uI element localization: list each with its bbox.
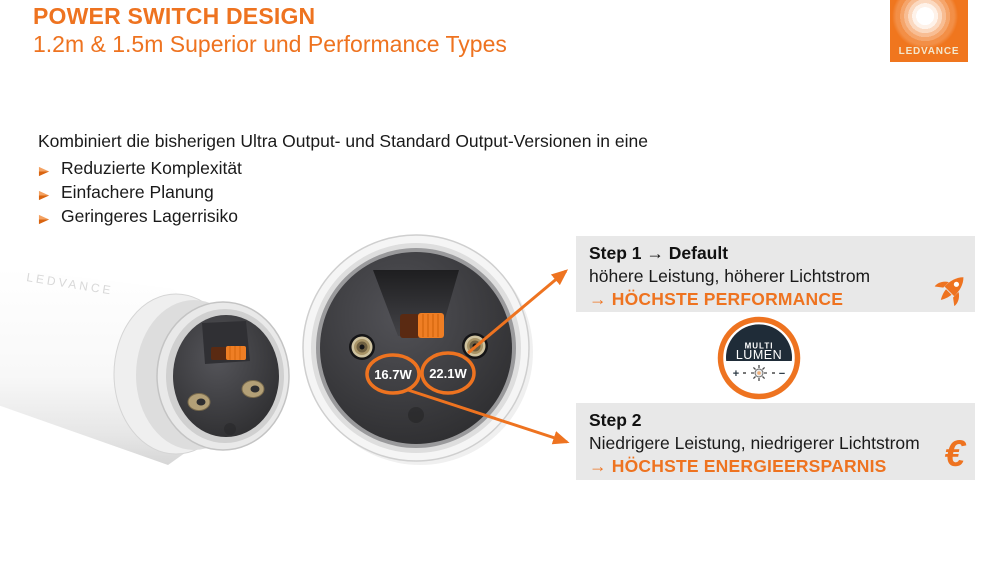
step1-title: Step 1 → Default [589, 243, 729, 263]
page-subtitle: 1.2m & 1.5m Superior und Performance Types [33, 31, 507, 57]
tube-perspective-image [0, 233, 298, 483]
bullet-label: Geringeres Lagerrisiko [61, 205, 239, 226]
bullet-label: Einfachere Planung [61, 181, 214, 202]
pin-right-icon [242, 381, 264, 398]
bullet-arrow-icon [38, 162, 51, 175]
step1-desc: höhere Leistung, höherer Lichtstrom [589, 266, 871, 286]
wattage-high-label: 22.1W [429, 366, 467, 381]
badge-top-label: MULTI [744, 341, 774, 351]
bullet-list [38, 156, 242, 228]
rocket-icon [930, 270, 970, 313]
power-switch-icon [226, 346, 246, 360]
pin-left-icon [188, 394, 210, 411]
logo-wordmark: LEDVANCE [898, 46, 960, 57]
step1-result: → HÖCHSTE PERFORMANCE [589, 289, 844, 309]
step2-desc: Niedrigere Leistung, niedrigerer Lichtstrom [589, 433, 920, 453]
euro-icon: € [944, 433, 965, 474]
ledvance-logo [890, 0, 968, 62]
step1-box [576, 236, 975, 312]
step2-title: Step 2 [589, 410, 642, 430]
tube-endcap-image [296, 228, 541, 473]
power-switch-icon [418, 313, 444, 338]
tube-brand-label: LEDVANCE [25, 270, 115, 298]
pin-right-icon [462, 333, 488, 359]
bullet-arrow-icon [38, 210, 51, 223]
badge-minus-label: − [778, 368, 786, 380]
multi-lumen-badge [716, 315, 802, 401]
badge-plus-label: + [732, 368, 740, 380]
badge-bottom-label: LUMEN [735, 348, 783, 362]
step2-box [576, 403, 975, 480]
intro-lead: Kombiniert die bisherigen Ultra Output- und Standard Output-Versionen in eine [38, 131, 648, 151]
page-title: POWER SWITCH DESIGN [33, 3, 316, 29]
bullet-label: Reduzierte Komplexität [61, 157, 242, 178]
bullet-arrow-icon [38, 186, 51, 199]
list-item [38, 156, 242, 180]
step2-result: → HÖCHSTE ENERGIEERSPARNIS [589, 456, 887, 476]
list-item [38, 180, 242, 204]
wattage-low-label: 16.7W [374, 367, 412, 382]
pin-left-icon [349, 334, 375, 360]
list-item [38, 204, 242, 228]
